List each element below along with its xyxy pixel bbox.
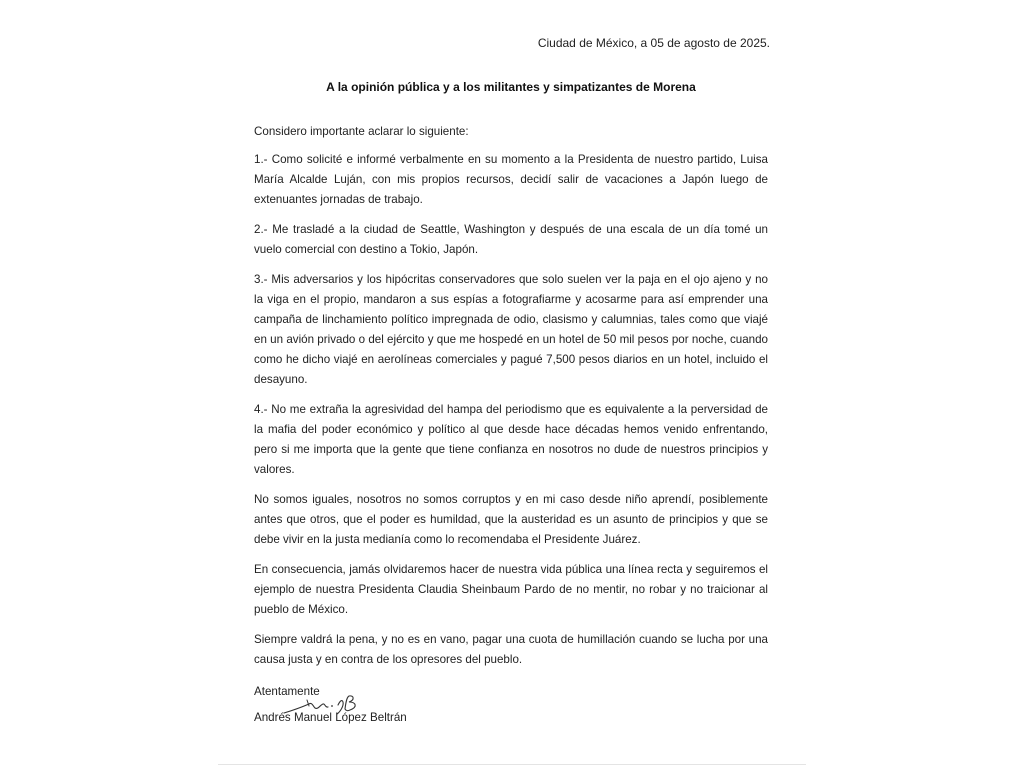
paragraph-2: 2.- Me trasladé a la ciudad de Seattle, Washington y después de una escala de un día tomé un vuelo comercial con destino a Tokio, Japón. (254, 223, 768, 256)
paragraph-4: 4.- No me extraña la agresividad del hampa del periodismo que es equivalente a la perversidad de la mafia del poder económico y político al que desde hace décadas hemos venido enfrentando, pero si me importa que la gente que tiene confianza en nosotros no dude de nuestros principios y valores. (254, 403, 768, 476)
place-date: Ciudad de México, a 05 de agosto de 2025. (537, 36, 770, 50)
page-bottom-divider (218, 764, 806, 765)
intro-paragraph: Considero importante aclarar lo siguiente: (254, 125, 469, 138)
letter-body (254, 122, 768, 680)
signer-name: Andrés Manuel López Beltrán (254, 711, 407, 724)
paragraph-3: 3.- Mis adversarios y los hipócritas conservadores que solo suelen ver la paja en el ojo ajeno y no la viga en el propio, mandaron a sus espías a fotografiarme y acosarme para así emprender una campaña de linchamiento político impregnada de odio, clasismo y calumnias, tales como que viajé en un avión privado o del ejército y que me hospedé en un hotel de 50 mil pesos por noche, cuando como he dicho viajé en aerolíneas comerciales y pagué 7,500 pesos diarios en un hotel, incluido el desayuno. (254, 273, 768, 386)
paragraph-6: En consecuencia, jamás olvidaremos hacer de nuestra vida pública una línea recta y seguiremos el ejemplo de nuestra Presidenta Claudia Sheinbaum Pardo de no mentir, no robar y no traicionar al pueblo de México. (254, 563, 768, 616)
paragraph-5: No somos iguales, nosotros no somos corruptos y en mi caso desde niño aprendí, posiblemente antes que otros, que el poder es humildad, que la austeridad es un asunto de principios y que se debe vivir en la justa medianía como lo recomendaba el Presidente Juárez. (254, 493, 768, 546)
paragraph-1: 1.- Como solicité e informé verbalmente en su momento a la Presidenta de nuestro partido, Luisa María Alcalde Luján, con mis propios recursos, decidí salir de vacaciones a Japón luego de extenuantes jornadas de trabajo. (254, 153, 768, 206)
letter-title: A la opinión pública y a los militantes y simpatizantes de Morena (326, 80, 696, 94)
paragraph-7: Siempre valdrá la pena, y no es en vano, pagar una cuota de humillación cuando se lucha por una causa justa y en contra de los opresores del pueblo. (254, 633, 768, 666)
closing-salutation: Atentamente (254, 685, 320, 698)
